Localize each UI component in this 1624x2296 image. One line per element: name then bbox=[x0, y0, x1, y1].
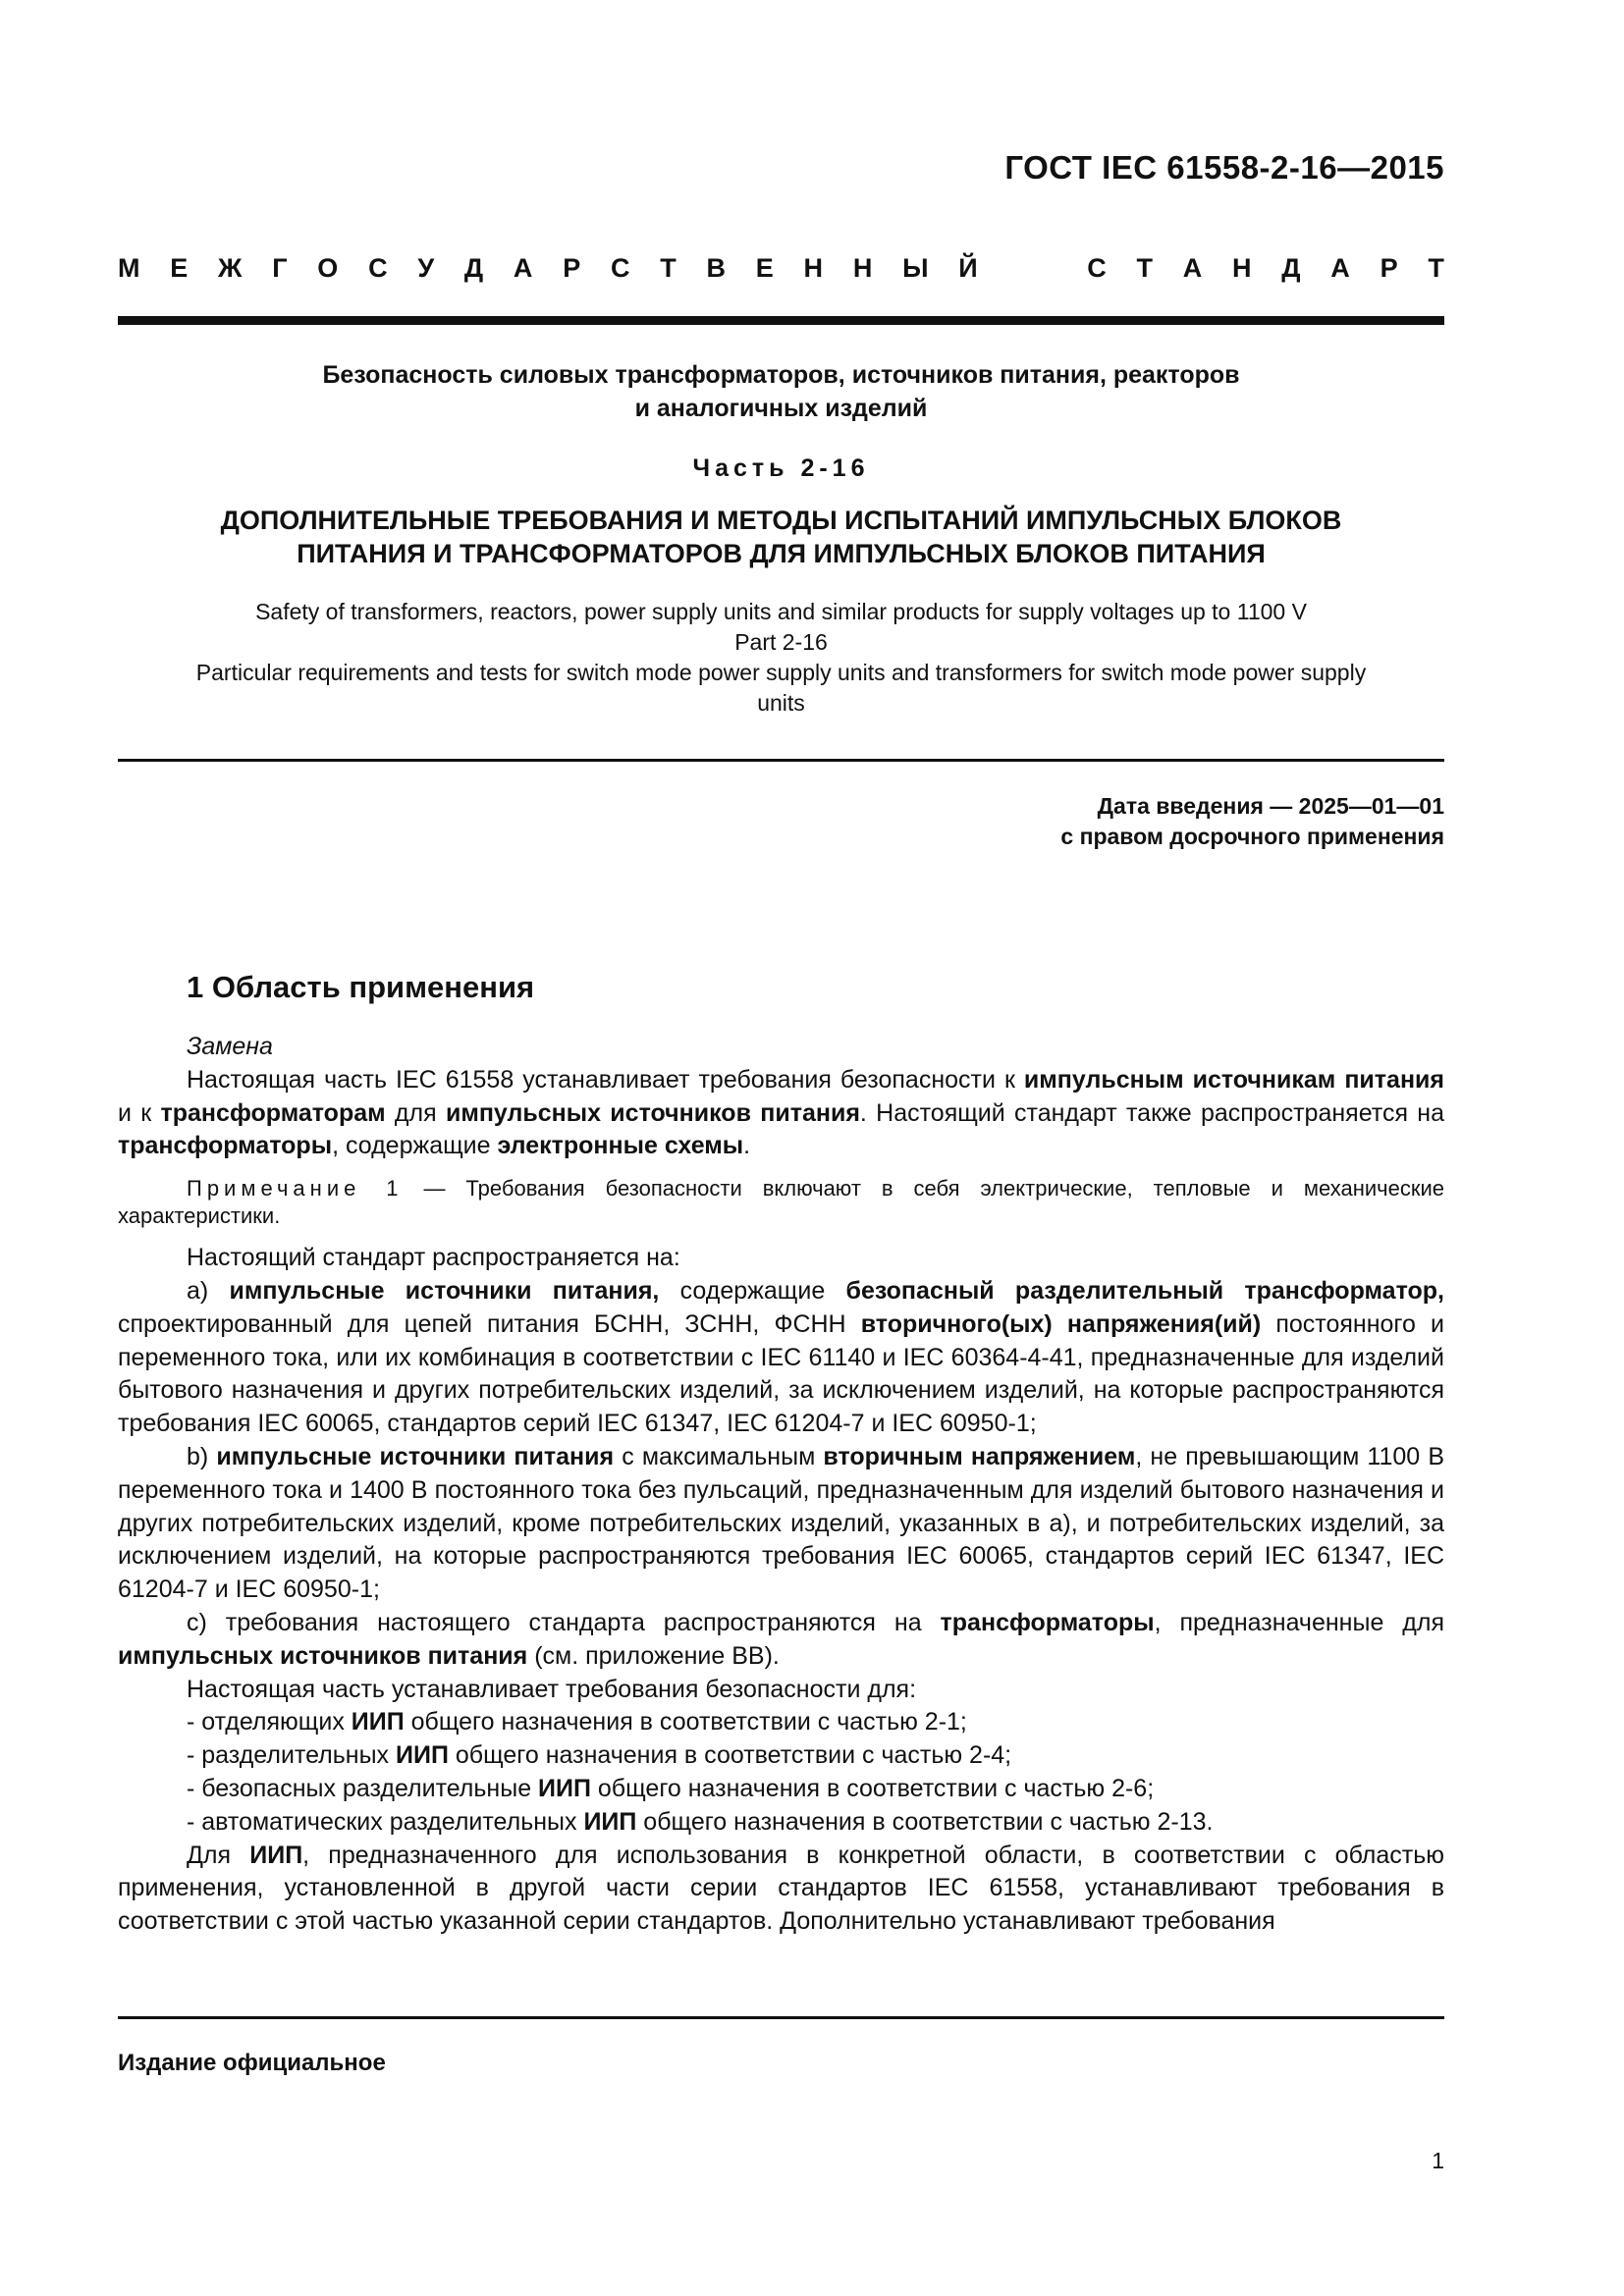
category-gap bbox=[1007, 253, 1056, 284]
early-application-line: с правом досрочного применения bbox=[1060, 824, 1444, 849]
edition-label: Издание официальное bbox=[118, 2050, 386, 2076]
text-run: с максимальным bbox=[614, 1442, 824, 1470]
note-label: Примечание 1 bbox=[187, 1176, 404, 1201]
paragraph-4 bbox=[118, 1840, 1444, 1939]
standard-number: ГОСТ IEC 61558-2-16—2015 bbox=[1004, 149, 1444, 186]
text-run: для bbox=[385, 1098, 446, 1127]
text-run: - отделяющих bbox=[187, 1708, 352, 1736]
footer-rule bbox=[118, 2016, 1444, 2019]
list-item-4 bbox=[118, 1806, 1444, 1840]
section-heading: 1 Область применения bbox=[187, 970, 535, 1004]
title-english-line-3: Particular requirements and tests for switch mode power supply units and transformers for switch mode power supply bbox=[195, 660, 1367, 685]
introduction-date bbox=[1060, 791, 1444, 852]
text-run: трансформаторы bbox=[118, 1132, 333, 1160]
text-run: , предназначенные для bbox=[1154, 1608, 1444, 1636]
list-item-1 bbox=[118, 1706, 1444, 1739]
header-rule bbox=[118, 316, 1444, 325]
text-run: содержащие bbox=[659, 1276, 846, 1305]
text-run: общего назначения в соответствии с частью 2-1; bbox=[404, 1708, 967, 1736]
category-letter: Н bbox=[803, 253, 824, 283]
text-run: импульсные источники питания bbox=[216, 1442, 615, 1470]
item-b bbox=[118, 1441, 1444, 1607]
category-letter: Т bbox=[660, 253, 677, 283]
item-a bbox=[118, 1275, 1444, 1441]
category-letter: А bbox=[513, 253, 533, 283]
category-letter: А bbox=[1330, 253, 1350, 283]
list-item-3 bbox=[118, 1773, 1444, 1806]
text-run: вторичного(ых) напряжения(ий) bbox=[860, 1309, 1262, 1338]
text-run: ИИП bbox=[351, 1708, 405, 1736]
title-main bbox=[118, 504, 1444, 570]
text-run: постоянного и переменного тока, или их комбинация в соответствии с IEC 61140 и IEC 60364-4-41, предназначенные для изделий бытового назначения и других потребительских изделий, за исключением изделий, на которые распространяются требования IEC 60065, стандартов серий IEC 61347, IEC 61204-7 и IEC 60950-1; bbox=[118, 1309, 1444, 1438]
text-run: электронные схемы bbox=[497, 1132, 744, 1160]
item-c bbox=[118, 1607, 1444, 1674]
text-run: b) bbox=[187, 1442, 217, 1470]
category-letter: М bbox=[118, 253, 140, 283]
text-run: трансформаторы bbox=[940, 1608, 1155, 1636]
text-run: . Настоящий стандарт также распространяется на bbox=[859, 1098, 1445, 1127]
text-run: импульсных источников питания bbox=[445, 1098, 860, 1127]
title-russian bbox=[118, 358, 1444, 425]
title-main-line-1: ДОПОЛНИТЕЛЬНЫЕ ТРЕБОВАНИЯ И МЕТОДЫ ИСПЫТАНИЙ ИМПУЛЬСНЫХ БЛОКОВ bbox=[220, 506, 1342, 535]
text-run: Настоящая часть IEC 61558 устанавливает требования безопасности к bbox=[187, 1065, 1024, 1094]
text-run: импульсным источникам питания bbox=[1023, 1065, 1444, 1094]
text-run: ИИП bbox=[249, 1841, 303, 1869]
page-number: 1 bbox=[1432, 2148, 1444, 2173]
title-line-1: Безопасность силовых трансформаторов, источников питания, реакторов bbox=[322, 361, 1240, 389]
title-english-line-4: units bbox=[757, 690, 805, 716]
category-letter: Д bbox=[1281, 253, 1301, 283]
title-rule bbox=[118, 759, 1444, 762]
text-run: вторичным напряжением bbox=[823, 1442, 1136, 1470]
introduction-date-line: Дата введения — 2025—01—01 bbox=[1097, 793, 1444, 819]
category-letter: Н bbox=[1232, 253, 1252, 283]
category-letter: Й bbox=[958, 253, 978, 283]
text-run: Настоящий стандарт распространяется на: bbox=[187, 1244, 680, 1272]
text-run: Для bbox=[187, 1841, 250, 1869]
text-run: c) требования настоящего стандарта распространяются на bbox=[187, 1608, 941, 1636]
text-run: ИИП bbox=[583, 1807, 637, 1836]
paragraph-1 bbox=[118, 1064, 1444, 1163]
text-run: , не превышающим 1100 В переменного тока и 1400 В постоянного тока без пульсаций, предназначенным для изделий бытового назначения и других потребительских изделий, кроме потребительских изделий, указанных в а), и потребительских изделий, за исключением изделий, на которые распространяются требования IEC 60065, стандартов серий IEC 61347, IEC 61204-7 и IEC 60950-1; bbox=[118, 1442, 1444, 1604]
text-run: , предназначенного для использования в конкретной области, в соответствии с областью применения, установленной в другой части серии стандартов IEC 61558, устанавливают требования в соответствии с этой частью указанной серии стандартов. Дополнительно устанавливают требования bbox=[118, 1841, 1444, 1936]
category-letter: А bbox=[1182, 253, 1203, 283]
text-run: трансформаторам bbox=[160, 1098, 386, 1127]
category-letter: Е bbox=[170, 253, 189, 283]
text-run: и к bbox=[118, 1098, 161, 1127]
text-run: - разделительных bbox=[187, 1741, 397, 1770]
text-run: общего назначения в соответствии с частью 2-6; bbox=[590, 1774, 1155, 1802]
title-english bbox=[118, 597, 1444, 719]
category-letter: Р bbox=[563, 253, 581, 283]
replace-label: Замена bbox=[187, 1033, 273, 1060]
text-run: общего назначения в соответствии с частью 2-13. bbox=[636, 1807, 1214, 1836]
text-run: a) bbox=[187, 1276, 230, 1305]
text-run: ИИП bbox=[538, 1774, 591, 1802]
text-run: импульсные источники питания, bbox=[229, 1276, 660, 1305]
category-letter: Г bbox=[272, 253, 288, 283]
list-item-2 bbox=[118, 1739, 1444, 1773]
category-letter: С bbox=[610, 253, 630, 283]
text-run: Настоящая часть устанавливает требования безопасности для: bbox=[187, 1675, 917, 1703]
text-run: спроектированный для цепей питания БСНН, ЗСНН, ФСНН bbox=[118, 1309, 861, 1338]
text-run: безопасный разделительный трансформатор, bbox=[845, 1276, 1444, 1305]
text-run: - безопасных разделительные bbox=[187, 1774, 539, 1802]
category-letter: С bbox=[368, 253, 388, 283]
category-letter: О bbox=[317, 253, 339, 283]
category-letter: Р bbox=[1380, 253, 1398, 283]
standard-category bbox=[118, 253, 1444, 284]
category-letter: С bbox=[1087, 253, 1107, 283]
title-line-2: и аналогичных изделий bbox=[634, 395, 928, 422]
text-run: импульсных источников питания bbox=[118, 1641, 528, 1670]
category-letter: Е bbox=[755, 253, 774, 283]
title-english-line-1: Safety of transformers, reactors, power supply units and similar products for supply voltages up to 1100 V bbox=[255, 599, 1307, 624]
category-letter: Д bbox=[463, 253, 484, 283]
paragraph-3 bbox=[118, 1674, 1444, 1707]
text-run: ИИП bbox=[396, 1741, 449, 1770]
text-run: (см. приложение ВВ). bbox=[527, 1641, 780, 1670]
text-run: - автоматических разделительных bbox=[187, 1807, 584, 1836]
category-letter: В bbox=[706, 253, 726, 283]
paragraph-2 bbox=[118, 1242, 1444, 1275]
title-main-line-2: ПИТАНИЯ И ТРАНСФОРМАТОРОВ ДЛЯ ИМПУЛЬСНЫХ БЛОКОВ ПИТАНИЯ bbox=[297, 539, 1266, 568]
category-letter: Ы bbox=[902, 253, 929, 283]
category-letter: Т bbox=[1136, 253, 1153, 283]
part-label: Часть 2-16 bbox=[692, 454, 870, 482]
section-body bbox=[118, 1031, 1444, 1939]
category-letter: У bbox=[417, 253, 435, 283]
title-english-line-2: Part 2-16 bbox=[734, 629, 828, 655]
note-text: — Требования безопасности включают в себя электрические, тепловые и механические характеристики. bbox=[118, 1176, 1445, 1229]
note-1 bbox=[118, 1175, 1444, 1230]
category-letter: Н bbox=[852, 253, 873, 283]
category-letter: Т bbox=[1428, 253, 1444, 283]
category-letter: Ж bbox=[218, 253, 243, 283]
text-run: общего назначения в соответствии с частью 2-4; bbox=[448, 1741, 1012, 1770]
text-run: , содержащие bbox=[332, 1132, 498, 1160]
text-run: . bbox=[743, 1132, 751, 1160]
